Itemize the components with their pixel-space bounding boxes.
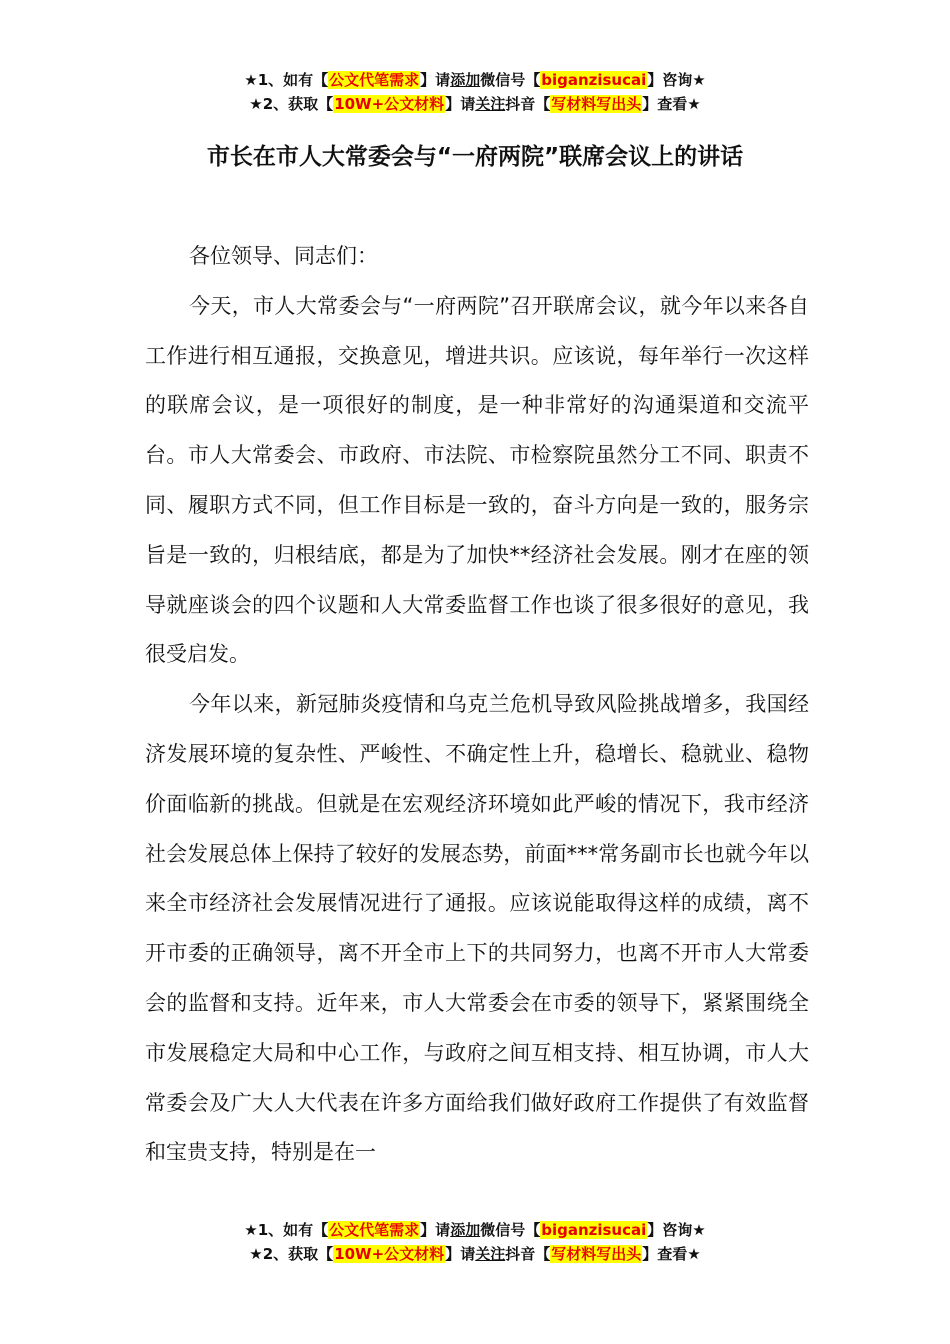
banner-text: 】咨询★: [647, 71, 706, 89]
banner-text: 】请: [420, 71, 451, 89]
highlight-materials: 10W+公文材料: [334, 95, 445, 113]
banner-text: 微信号【: [480, 71, 541, 89]
footer-banner: [0, 1218, 950, 1266]
footer-banner-line-2: [0, 1242, 950, 1266]
banner-text: 抖音【: [505, 95, 551, 113]
banner-text: ★1、如有【: [244, 1221, 329, 1239]
paragraph-1: 今天，市人大常委会与“一府两院”召开联席会议，就今年以来各自工作进行相互通报，交换意见，增进共识。应该说，每年举行一次这样的联席会议，是一项很好的制度，是一种非常好的沟通渠道和交流平台。市人大常委会、市政府、市法院、市检察院虽然分工不同、职责不同、履职方式不同，但工作目标是一致的，奋斗方向是一致的，服务宗旨是一致的，归根结底，都是为了加快**经济社会发展。刚才在座的领导就座谈会的四个议题和人大常委监督工作也谈了很多很好的意见，我很受启发。: [145, 293, 809, 667]
highlight-wechat-id: biganzisucai: [541, 71, 647, 89]
header-banner-line-1: [0, 68, 950, 92]
paragraph-2: 今年以来，新冠肺炎疫情和乌克兰危机导致风险挑战增多，我国经济发展环境的复杂性、严峻性、不确定性上升，稳增长、稳就业、稳物价面临新的挑战。但就是在宏观经济环境如此严峻的情况下，我市经济社会发展总体上保持了较好的发展态势，前面***常务副市长也就今年以来全市经济社会发展情况进行了通报。应该说能取得这样的成绩，离不开市委的正确领导，离不开全市上下的共同努力，也离不开市人大常委会的监督和支持。近年来，市人大常委会在市委的领导下，紧紧围绕全市发展稳定大局和中心工作，与政府之间互相支持、相互协调，市人大常委会及广大人大代表在许多方面给我们做好政府工作提供了有效监督和宝贵支持，特别是在一: [145, 692, 809, 1165]
banner-text: 】请: [420, 1221, 451, 1239]
banner-text: 】查看★: [642, 95, 701, 113]
banner-text: 微信号【: [480, 1221, 541, 1239]
underlined-follow: 关注: [475, 1245, 506, 1263]
banner-text: 】请: [445, 95, 476, 113]
banner-text: 】查看★: [642, 1245, 701, 1263]
banner-text: ★2、获取【: [249, 95, 334, 113]
highlight-ghostwriting: 公文代笔需求: [329, 1221, 420, 1239]
banner-text: 】请: [445, 1245, 476, 1263]
highlight-douyin-account: 写材料写出头: [551, 95, 642, 113]
underlined-follow: 关注: [475, 95, 506, 113]
salutation: 各位领导、同志们：: [189, 244, 378, 268]
highlight-wechat-id: biganzisucai: [541, 1221, 647, 1239]
banner-text: ★1、如有【: [244, 71, 329, 89]
highlight-materials: 10W+公文材料: [334, 1245, 445, 1263]
underlined-add: 添加: [450, 71, 481, 89]
underlined-add: 添加: [450, 1221, 481, 1239]
header-banner-line-2: [0, 92, 950, 116]
highlight-douyin-account: 写材料写出头: [551, 1245, 642, 1263]
document-body: [145, 232, 809, 1178]
document-title: 市长在市人大常委会与“一府两院”联席会议上的讲话: [206, 144, 744, 170]
banner-text: ★2、获取【: [249, 1245, 334, 1263]
banner-text: 】咨询★: [647, 1221, 706, 1239]
banner-text: 抖音【: [505, 1245, 551, 1263]
header-banner: [0, 68, 950, 116]
highlight-ghostwriting: 公文代笔需求: [329, 71, 420, 89]
footer-banner-line-1: [0, 1218, 950, 1242]
